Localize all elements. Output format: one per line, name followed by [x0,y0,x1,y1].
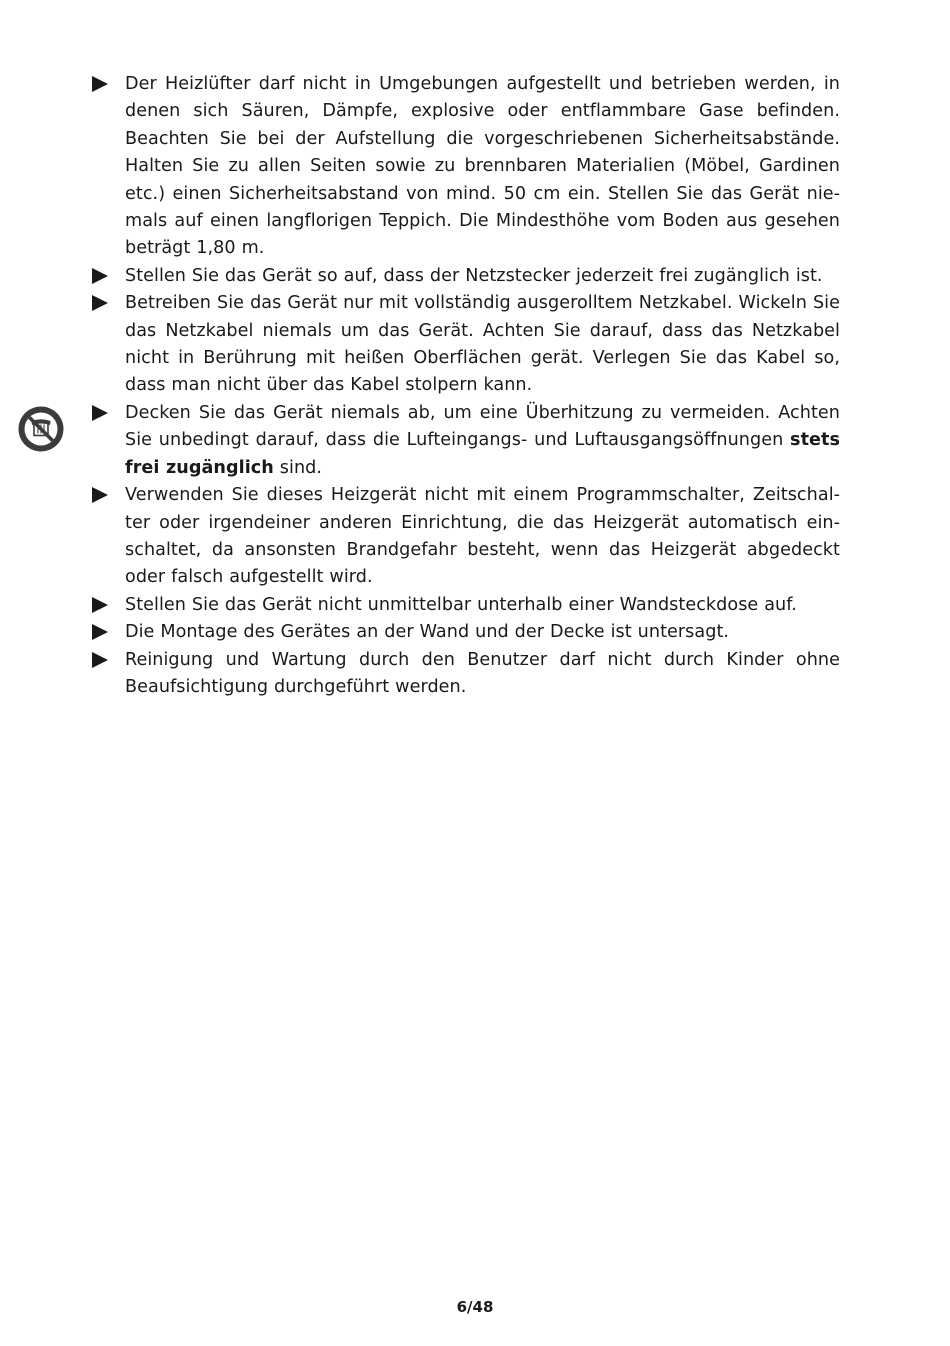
list-item-text: Der Heizlüfter darf nicht in Umgebungen aufgestellt und betrieben werden, in denen sich Säuren, Dämpfe, explosive oder entflammbare Gase befinden. Beachten Sie bei der Aufstellung die vorgeschriebenen Sicherheitsabstände. Halten Sie zu allen Seiten sowie zu brennbaren Materialien (Möbel, Gardinen etc.) einen Sicherheitsabstand von mind. 50 cm ein. Stellen Sie das Gerät niemals auf einen langflorigen Teppich. Die Mindesthöhe vom Boden aus gesehen beträgt 1,80 m. [125,74,840,259]
emphasis-text: stets frei zugänglich [125,430,840,478]
list-item [92,263,840,290]
list-item-text: Betreiben Sie das Gerät nur mit vollständig ausgerolltem Netzkabel. Wickeln Sie das Netzkabel niemals um das Gerät. Achten Sie darauf, dass das Netzkabel nicht in Berührung mit heißen Oberflächen gerät. Verlegen Sie das Kabel so, dass man nicht über das Kabel stolpern kann. [125,293,840,396]
triangle-bullet-icon [92,652,108,668]
list-item-text: Stellen Sie das Gerät so auf, dass der Netzstecker jederzeit frei zugänglich ist. [125,265,823,286]
list-item-text: Verwenden Sie dieses Heizgerät nicht mit einem Programmschalter, Zeitschalter oder irgendeiner anderen Einrichtung, die das Heizgerät automatisch einschaltet, da ansonsten Brandgefahr besteht, wenn das Heizgerät abgedeckt oder falsch aufgestellt wird. [125,485,840,588]
safety-instructions-list [92,71,840,701]
triangle-bullet-icon [92,405,108,421]
list-item [92,619,840,646]
triangle-bullet-icon [92,487,108,503]
triangle-bullet-icon [92,76,108,92]
list-item-text: Decken Sie das Gerät niemals ab, um eine Überhitzung zu vermeiden. Achten Sie unbedingt darauf, dass die Lufteingangs- und Luftausgangsöffnungen [125,402,840,451]
do-not-cover-icon [17,405,65,453]
list-item [92,647,840,702]
triangle-bullet-icon [92,597,108,613]
list-item-text: Die Montage des Gerätes an der Wand und der Decke ist untersagt. [125,622,730,643]
triangle-bullet-icon [92,295,108,311]
list-item [92,71,840,263]
list-item-text-end: sind. [273,457,323,478]
list-item [92,592,840,619]
list-item-text: Stellen Sie das Gerät nicht unmittelbar unterhalb einer Wandsteckdose auf. [125,594,797,615]
list-item [92,290,840,400]
list-item [92,482,840,592]
list-item-text: Reinigung und Wartung durch den Benutzer darf nicht durch Kinder ohne Beaufsichtigung durchgeführt werden. [125,649,840,697]
triangle-bullet-icon [92,624,108,640]
page-number: 6/48 [456,1298,494,1316]
triangle-bullet-icon [92,268,108,284]
list-item [92,400,840,482]
